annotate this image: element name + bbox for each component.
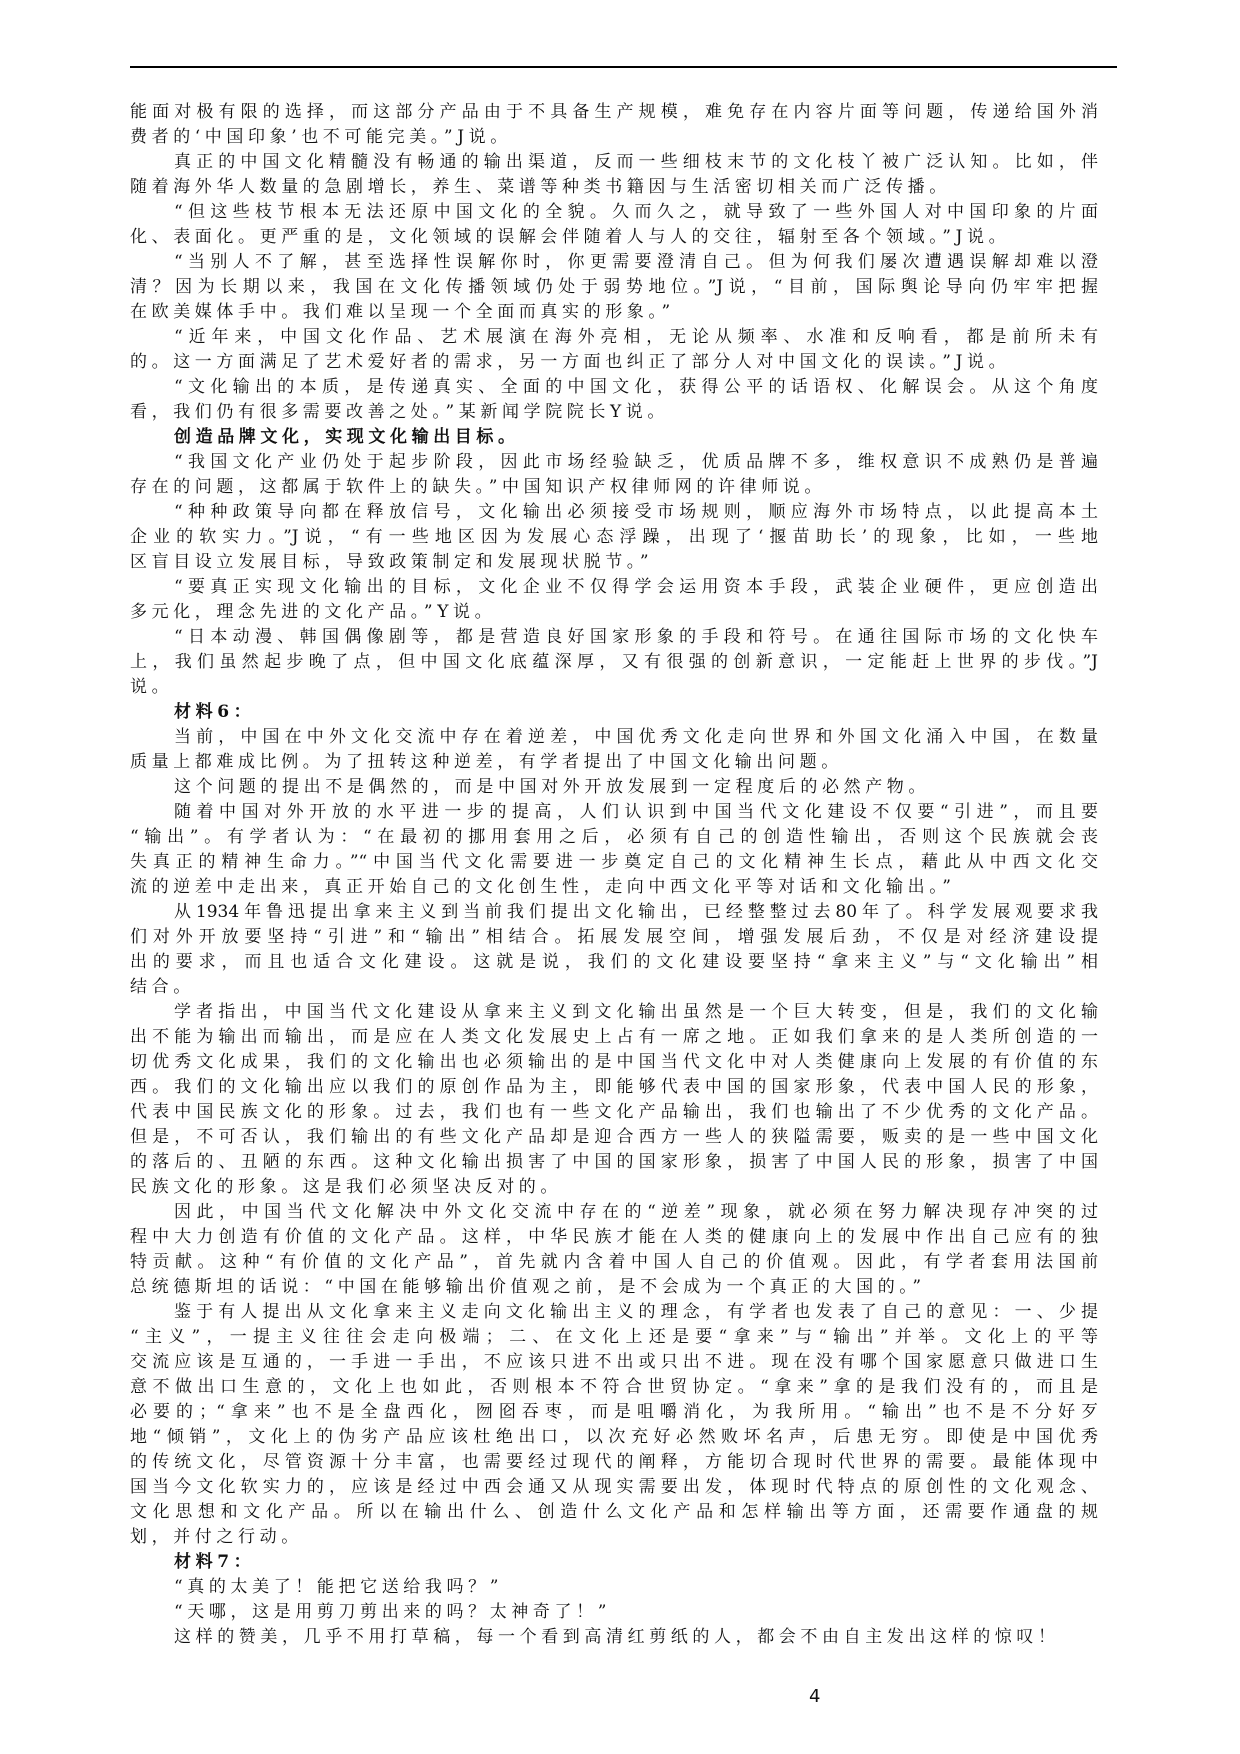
text-line: 质量上都难成比例。为了扭转这种逆差，有学者提出了中国文化输出问题。 bbox=[130, 752, 843, 772]
text-line: 真正的中国文化精髓没有畅通的输出渠道，反而一些细枝末节的文化枝丫被广泛认知。比如，伴 bbox=[174, 152, 1098, 172]
text-line: 能面对极有限的选择，而这部分产品由于不具备生产规模，难免存在内容片面等问题，传递给国外消 bbox=[130, 102, 1098, 122]
text-line: 这样的赞美，几乎不用打草稿，每一个看到高清红剪纸的人，都会不由自主发出这样的惊叹！ bbox=[174, 1627, 1060, 1647]
text-line: 的传统文化，尽管资源十分丰富，也需要经过现代的阐释，方能切合现时代世界的需要。最能体现中 bbox=[130, 1452, 1098, 1472]
paragraph bbox=[130, 325, 1098, 375]
text-line: 材料6： bbox=[174, 702, 256, 722]
text-line: 多元化，理念先进的文化产品。”Y说。 bbox=[130, 602, 497, 622]
text-line: “近年来，中国文化作品、艺术展演在海外亮相，无论从频率、水准和反响看，都是前所未有 bbox=[174, 327, 1098, 347]
text-line: 清？因为长期以来，我国在文化传播领域仍处于弱势地位。”J说，“目前，国际舆论导向仍牢牢把握 bbox=[130, 277, 1098, 297]
text-line: 总统德斯坦的话说：“中国在能够输出价值观之前，是不会成为一个真正的大国的。” bbox=[130, 1277, 926, 1297]
text-line: “日本动漫、韩国偶像剧等，都是营造良好国家形象的手段和符号。在通往国际市场的文化快车 bbox=[174, 627, 1098, 647]
text-line: 学者指出，中国当代文化建设从拿来主义到文化输出虽然是一个巨大转变，但是，我们的文化输 bbox=[174, 1002, 1098, 1022]
document-body bbox=[130, 100, 1098, 1650]
paragraph bbox=[130, 200, 1098, 250]
text-line: “我国文化产业仍处于起步阶段，因此市场经验缺乏，优质品牌不多，维权意识不成熟仍是普遍 bbox=[174, 452, 1098, 472]
text-line: 看，我们仍有很多需要改善之处。”某新闻学院院长Y说。 bbox=[130, 402, 670, 422]
text-line: 们对外开放要坚持“引进”和“输出”相结合。拓展发展空间，增强发展后劲，不仅是对经济建设提 bbox=[130, 927, 1098, 947]
paragraph bbox=[130, 1600, 1098, 1625]
text-line: 出不能为输出而输出，而是应在人类文化发展史上占有一席之地。正如我们拿来的是人类所创造的一 bbox=[130, 1027, 1098, 1047]
page-number: 4 bbox=[809, 1686, 821, 1707]
text-line: 企业的软实力。”J说，“有一些地区因为发展心态浮躁，出现了‘揠苗助长’的现象，比如，一些地 bbox=[130, 527, 1098, 547]
text-line: 区盲目设立发展目标，导致政策制定和发展现状脱节。” bbox=[130, 552, 654, 572]
text-line: 创造品牌文化，实现文化输出目标。 bbox=[174, 427, 520, 447]
text-line: 国当今文化软实力的，应该是经过中西会通又从现实需要出发，体现时代特点的原创性的文化观念、 bbox=[130, 1477, 1098, 1497]
text-line: 文化思想和文化产品。所以在输出什么、创造什么文化产品和怎样输出等方面，还需要作通盘的规 bbox=[130, 1502, 1098, 1522]
paragraph bbox=[130, 800, 1098, 900]
paragraph bbox=[130, 375, 1098, 425]
text-line: 特贡献。这种“有价值的文化产品”，首先就内含着中国人自己的价值观。因此，有学者套用法国前 bbox=[130, 1252, 1098, 1272]
paragraph bbox=[130, 500, 1098, 575]
paragraph bbox=[130, 100, 1098, 150]
paragraph bbox=[130, 1300, 1098, 1550]
text-line: 随着海外华人数量的急剧增长，养生、菜谱等种类书籍因与生活密切相关而广泛传播。 bbox=[130, 177, 951, 197]
text-line: 结合。 bbox=[130, 977, 195, 997]
text-line: 费者的‘中国印象’也不可能完美。”J说。 bbox=[130, 127, 512, 147]
paragraph bbox=[130, 250, 1098, 325]
text-line: 切优秀文化成果，我们的文化输出也必须输出的是中国当代文化中对人类健康向上发展的有价值的东 bbox=[130, 1052, 1098, 1072]
text-line: “要真正实现文化输出的目标，文化企业不仅得学会运用资本手段，武装企业硬件，更应创造出 bbox=[174, 577, 1098, 597]
text-line: 失真正的精神生命力。”“中国当代文化需要进一步奠定自己的文化精神生长点，藉此从中西文化交 bbox=[130, 852, 1098, 872]
paragraph bbox=[130, 575, 1098, 625]
paragraph bbox=[130, 775, 1098, 800]
text-line: 的。这一方面满足了艺术爱好者的需求，另一方面也纠正了部分人对中国文化的误读。”J说。 bbox=[130, 352, 1011, 372]
text-line: 在欧美媒体手中。我们难以呈现一个全面而真实的形象。” bbox=[130, 302, 675, 322]
text-line: 化、表面化。更严重的是，文化领域的误解会伴随着人与人的交往，辐射至各个领域。”J说。 bbox=[130, 227, 1011, 247]
text-line: “当别人不了解，甚至选择性误解你时，你更需要澄清自己。但为何我们屡次遭遇误解却难以澄 bbox=[174, 252, 1098, 272]
header-rule bbox=[130, 66, 1117, 68]
text-line: 因此，中国当代文化解决中外文化交流中存在的“逆差”现象，就必须在努力解决现存冲突的过 bbox=[174, 1202, 1098, 1222]
section-heading bbox=[130, 1550, 1098, 1575]
paragraph bbox=[130, 1200, 1098, 1300]
section-heading bbox=[130, 700, 1098, 725]
text-line: 从1934年鲁迅提出拿来主义到当前我们提出文化输出，已经整整过去80年了。科学发展观要求我 bbox=[174, 902, 1098, 922]
text-line: 划，并付之行动。 bbox=[130, 1527, 303, 1547]
text-line: 代表中国民族文化的形象。过去，我们也有一些文化产品输出，我们也输出了不少优秀的文化产品。 bbox=[130, 1102, 1098, 1122]
text-line: 交流应该是互通的，一手进一手出，不应该只进不出或只出不进。现在没有哪个国家愿意只做进口生 bbox=[130, 1352, 1098, 1372]
paragraph bbox=[130, 725, 1098, 775]
text-line: 材料7： bbox=[174, 1552, 256, 1572]
paragraph bbox=[130, 900, 1098, 1000]
text-line: 但是，不可否认，我们输出的有些文化产品却是迎合西方一些人的狭隘需要，贩卖的是一些中国文化 bbox=[130, 1127, 1098, 1147]
paragraph bbox=[130, 1625, 1098, 1650]
text-line: 说。 bbox=[130, 677, 174, 697]
text-line: 地“倾销”，文化上的伪劣产品应该杜绝出口，以次充好必然败坏名声，后患无穷。即使是中国优秀 bbox=[130, 1427, 1098, 1447]
text-line: 程中大力创造有价值的文化产品。这样，中华民族才能在人类的健康向上的发展中作出自己应有的独 bbox=[130, 1227, 1098, 1247]
text-line: 西。我们的文化输出应以我们的原创作品为主，即能够代表中国的国家形象，代表中国人民的形象， bbox=[130, 1077, 1098, 1097]
paragraph bbox=[130, 1575, 1098, 1600]
text-line: 流的逆差中走出来，真正开始自己的文化创生性，走向中西文化平等对话和文化输出。” bbox=[130, 877, 956, 897]
text-line: 意不做出口生意的，文化上也如此，否则根本不符合世贸协定。“拿来”拿的是我们没有的，而且是 bbox=[130, 1377, 1098, 1397]
text-line: “但这些枝节根本无法还原中国文化的全貌。久而久之，就导致了一些外国人对中国印象的片面 bbox=[174, 202, 1098, 222]
text-line: 出的要求，而且也适合文化建设。这就是说，我们的文化建设要坚持“拿来主义”与“文化输出”相 bbox=[130, 952, 1098, 972]
text-line: 存在的问题，这都属于软件上的缺失。”中国知识产权律师网的许律师说。 bbox=[130, 477, 826, 497]
paragraph bbox=[130, 150, 1098, 200]
text-line: 必要的；“拿来”也不是全盘西化，囫囵吞枣，而是咀嚼消化，为我所用。“输出”也不是不分好歹 bbox=[130, 1402, 1098, 1422]
paragraph bbox=[130, 450, 1098, 500]
section-heading bbox=[130, 425, 1098, 450]
text-line: “真的太美了！能把它送给我吗？” bbox=[174, 1577, 503, 1597]
text-line: “主义”，一提主义往往会走向极端；二、在文化上还是要“拿来”与“输出”并举。文化上的平等 bbox=[130, 1327, 1098, 1347]
text-line: 上，我们虽然起步晚了点，但中国文化底蕴深厚，又有很强的创新意识，一定能赶上世界的步伐。”J bbox=[130, 652, 1098, 672]
text-line: 当前，中国在中外文化交流中存在着逆差，中国优秀文化走向世界和外国文化涌入中国，在数量 bbox=[174, 727, 1098, 747]
text-line: 随着中国对外开放的水平进一步的提高，人们认识到中国当代文化建设不仅要“引进”，而且要 bbox=[174, 802, 1098, 822]
text-line: “文化输出的本质，是传递真实、全面的中国文化，获得公平的话语权、化解误会。从这个角度 bbox=[174, 377, 1098, 397]
text-line: “输出”。有学者认为：“在最初的挪用套用之后，必须有自己的创造性输出，否则这个民族就会丧 bbox=[130, 827, 1098, 847]
paragraph bbox=[130, 1000, 1098, 1200]
text-line: “天哪，这是用剪刀剪出来的吗？太神奇了！” bbox=[174, 1602, 611, 1622]
text-line: “种种政策导向都在释放信号，文化输出必须接受市场规则，顺应海外市场特点，以此提高本土 bbox=[174, 502, 1098, 522]
paragraph bbox=[130, 625, 1098, 700]
text-line: 民族文化的形象。这是我们必须坚决反对的。 bbox=[130, 1177, 562, 1197]
text-line: 的落后的、丑陋的东西。这种文化输出损害了中国的国家形象，损害了中国人民的形象，损害了中国 bbox=[130, 1152, 1098, 1172]
text-line: 这个问题的提出不是偶然的，而是中国对外开放发展到一定程度后的必然产物。 bbox=[174, 777, 930, 797]
text-line: 鉴于有人提出从文化拿来主义走向文化输出主义的理念，有学者也发表了自己的意见：一、少提 bbox=[174, 1302, 1098, 1322]
